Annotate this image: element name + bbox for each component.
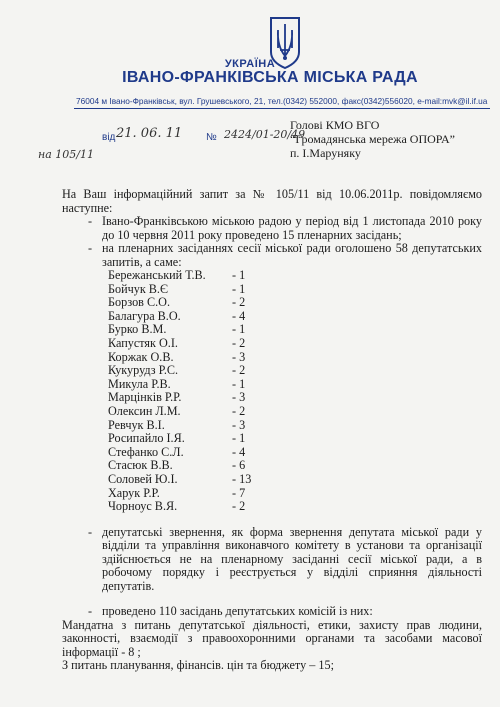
deputy-row [108,391,482,405]
request-count: - 4 [232,308,246,323]
date-label: від [102,132,116,143]
deputy-row [108,446,482,460]
deputy-name: Борзов С.О. [108,295,170,310]
deputy-row [108,364,482,378]
deputy-row [108,459,482,473]
deputy-name: Капустяк О.І. [108,335,178,350]
deputy-row [108,296,482,310]
request-count: - 1 [232,281,246,296]
deputy-row [108,432,482,446]
request-count: - 1 [232,431,246,446]
deputy-row [108,269,482,283]
deputy-name: Бережанський Т.В. [108,268,206,282]
list-item-text: проведено 110 засідань депутатських комісій із них: [102,604,373,619]
header-divider [74,108,490,109]
country-heading: УКРАЇНА [224,58,276,70]
request-count: - 1 [232,268,246,282]
request-count: - 6 [232,458,246,473]
deputy-name: Росипайло І.Я. [108,431,185,446]
deputy-name: Олексин Л.М. [108,403,181,418]
deputy-name: Кукурудз Р.С. [108,363,179,378]
deputy-name: Марцінків Р.Р. [108,390,182,405]
deputy-row [108,487,482,501]
request-count: - 1 [232,322,246,337]
reply-reference: на 105/11 [38,148,94,161]
deputy-name: Коржак О.В. [108,349,174,364]
list-item-text: на пленарних засіданнях сесії міської ради оголошено 58 депутатських запитів, а саме: [102,241,482,269]
deputy-name: Ревчук В.І. [108,417,165,432]
council-address: 76004 м Івано-Франківськ, вул. Грушевського, 21, тел.(0342) 552000, факс(0342)556020, e-mail:mvk@il.if.ua [76,96,488,106]
request-count: - 4 [232,444,246,459]
deputy-name: Балагура В.О. [108,308,181,323]
deputy-name: Стасюк В.В. [108,458,173,473]
request-count: - 2 [232,363,246,378]
deputy-row [108,310,482,324]
addressee-line: п. І.Маруняку [290,146,361,160]
request-count: - 2 [232,295,246,310]
list-item: - депутатські звернення, як форма звернення депутата міської ради у відділи та управління виконавчого комітету в установи та організації здійснюється не на пленарному засіданні сесії міської ради, а в робочому порядку і реєструється у відділі сприяння діяльності депутатів. [88,524,482,593]
date-value: 21. 06. 11 [116,126,183,141]
request-count: - 3 [232,390,246,405]
deputy-name: Соловей Ю.І. [108,471,178,486]
addressee-line: Голові КМО ВГО [290,118,380,132]
outgoing-number: 2424/01-20/49 [224,128,306,141]
list-item-text: Івано-Франківською міською радою у період від 1 листопада 2010 року до 10 червня 2011 року проведено 15 пленарних засідань; [102,214,482,242]
request-count: - 3 [232,417,246,432]
request-count: - 2 [232,403,246,418]
deputy-list [108,269,482,514]
deputy-row [108,283,482,297]
deputy-row [108,351,482,365]
deputy-row [108,500,482,514]
commission-paragraph: Мандатна з питань депутатської діяльності, етики, захисту прав людини, законності, взаємодії з правоохоронними органами та засобами масової інформації - 8 ; [62,617,482,659]
request-count: - 2 [232,499,246,514]
deputy-row [108,473,482,487]
deputy-row [108,405,482,419]
request-count: - 2 [232,335,246,350]
addressee-line: “Громадянська мережа ОПОРА” [290,132,455,146]
request-count: - 3 [232,349,246,364]
deputy-name: Бурко В.М. [108,322,167,337]
request-count: - 13 [232,471,252,486]
number-label: № [206,132,217,143]
addressee-block [290,118,455,160]
list-item: - проведено 110 засідань депутатських комісій із них: [88,604,373,619]
deputy-row [108,323,482,337]
list-item-text: депутатські звернення, як форма звернення депутата міської ради у відділи та управління виконавчого комітету в установи та організації здійснюється не на пленарному засіданні сесії міської ради, а в робочому порядку і реєструється у відділі сприяння діяльності депутатів. [102,524,482,593]
letter-body [62,188,482,673]
council-heading: ІВАНО-ФРАНКІВСЬКА МІСЬКА РАДА [122,69,418,86]
commission-paragraph: З питань планування, фінансів. цін та бюджету – 15; [62,658,334,673]
list-item: - на пленарних засіданнях сесії міської ради оголошено 58 депутатських запитів, а саме: [88,241,482,269]
deputy-name: Бойчук В.Є [108,281,169,296]
list-item: - Івано-Франківською міською радою у період від 1 листопада 2010 року до 10 червня 2011 року проведено 15 пленарних засідань; [88,214,482,242]
deputy-name: Стефанко С.Л. [108,444,184,459]
intro-paragraph: На Ваш інформаційний запит за № 105/11 від 10.06.2011р. повідомляємо наступне: [62,187,482,215]
deputy-name: Чорноус В.Я. [108,499,178,514]
request-count: - 7 [232,485,246,500]
deputy-row [108,337,482,351]
deputy-name: Харук Р.Р. [108,485,160,500]
deputy-row [108,419,482,433]
request-count: - 1 [232,376,246,391]
deputy-row [108,378,482,392]
deputy-name: Микула Р.В. [108,376,171,391]
